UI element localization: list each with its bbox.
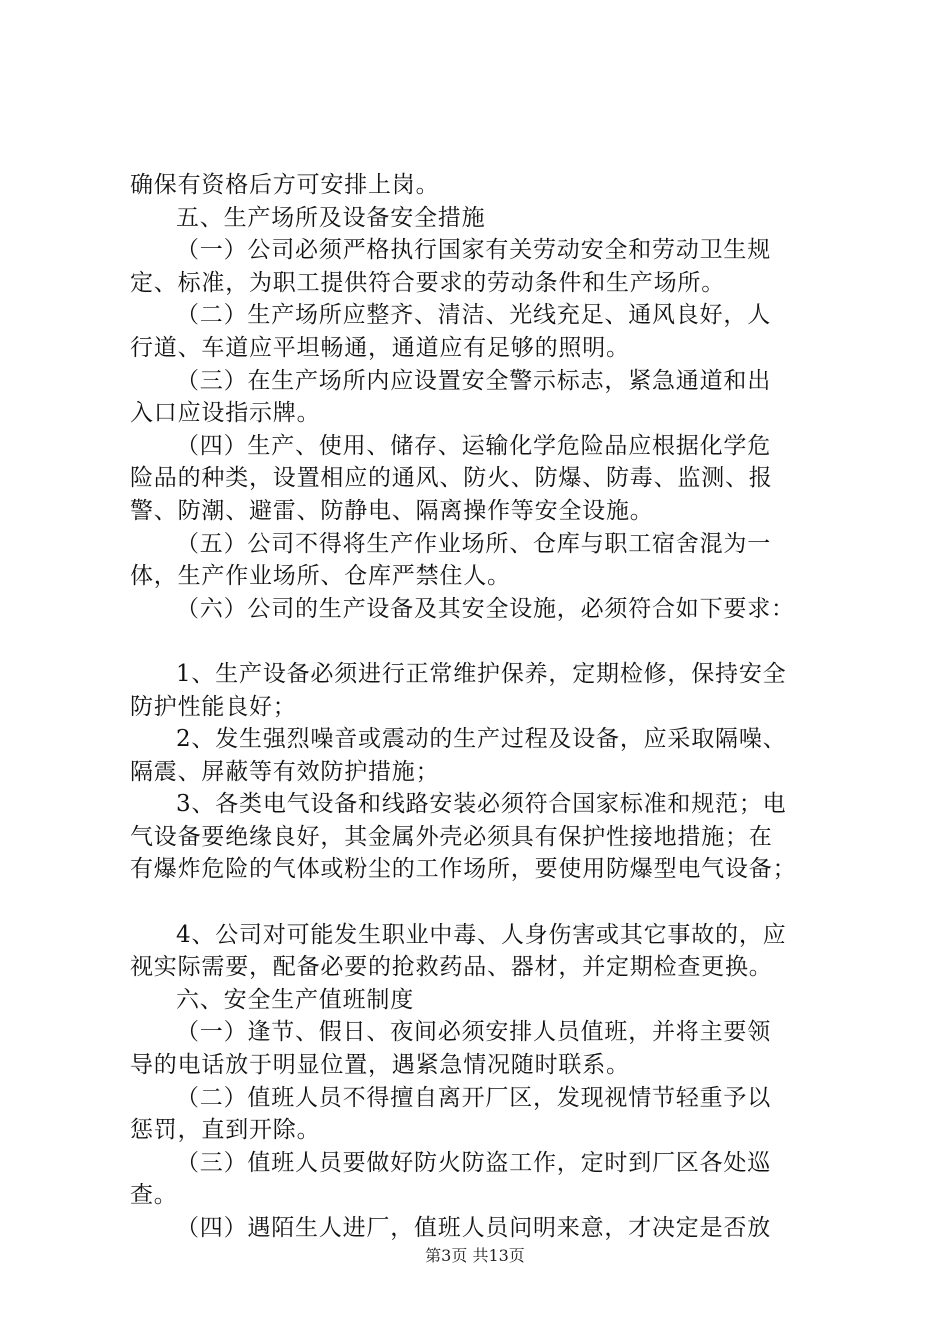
paragraph-line: （一）逢节、假日、夜间必须安排人员值班，并将主要领	[176, 1019, 771, 1046]
paragraph-line: 导的电话放于明显位置，遇紧急情况随时联系。	[130, 1052, 630, 1079]
paragraph-line: （六）公司的生产设备及其安全设施，必须符合如下要求：	[176, 595, 795, 622]
list-item-line: 气设备要绝缘良好，其金属外壳必须具有保护性接地措施；在	[130, 823, 773, 850]
document-body	[130, 169, 842, 1245]
list-item-line: 防护性能良好；	[130, 693, 297, 720]
paragraph-line: 险品的种类，设置相应的通风、防火、防爆、防毒、监测、报	[130, 465, 773, 492]
section-heading: 六、安全生产值班制度	[176, 986, 414, 1013]
paragraph-line: 惩罚，直到开除。	[130, 1117, 321, 1144]
paragraph-line: 定、标准，为职工提供符合要求的劳动条件和生产场所。	[130, 269, 725, 296]
paragraph-line: （四）遇陌生人进厂，值班人员问明来意，才决定是否放	[176, 1215, 771, 1241]
list-item-line: 4、公司对可能发生职业中毒、人身伤害或其它事故的，应	[176, 921, 787, 948]
paragraph-line: 体，生产作业场所、仓库严禁住人。	[130, 563, 511, 590]
paragraph-line: （二）生产场所应整齐、清洁、光线充足、通风良好，人	[176, 302, 771, 329]
blank-line	[130, 886, 842, 919]
list-item-line: 有爆炸危险的气体或粉尘的工作场所，要使用防爆型电气设备；	[130, 856, 797, 883]
paragraph-line: 警、防潮、避雷、防静电、隔离操作等安全设施。	[130, 497, 654, 524]
paragraph-line: 查。	[130, 1182, 178, 1209]
paragraph-line: （二）值班人员不得擅自离开厂区，发现视情节轻重予以	[176, 1084, 771, 1111]
paragraph-line: （五）公司不得将生产作业场所、仓库与职工宿舍混为一	[176, 530, 771, 557]
list-item-line: 2、发生强烈噪音或震动的生产过程及设备，应采取隔噪、	[176, 726, 787, 753]
paragraph-line: （三）在生产场所内应设置安全警示标志，紧急通道和出	[176, 367, 771, 394]
list-item-line: 1、生产设备必须进行正常维护保养，定期检修，保持安全	[176, 660, 787, 687]
list-item-line: 隔震、屏蔽等有效防护措施；	[130, 758, 440, 785]
paragraph-line: （四）生产、使用、储存、运输化学危险品应根据化学危	[176, 432, 771, 459]
paragraph-line: 行道、车道应平坦畅通，通道应有足够的照明。	[130, 334, 630, 361]
blank-line	[130, 625, 842, 658]
paragraph-line: 确保有资格后方可安排上岗。	[130, 172, 440, 198]
page-number-footer: 第3页 共13页	[425, 1246, 525, 1265]
paragraph-line: 入口应设指示牌。	[130, 400, 321, 427]
list-item-line: 视实际需要，配备必要的抢救药品、器材，并定期检查更换。	[130, 954, 773, 981]
paragraph-line: （三）值班人员要做好防火防盗工作，定时到厂区各处巡	[176, 1149, 771, 1176]
list-item-line: 3、各类电气设备和线路安装必须符合国家标准和规范；电	[176, 791, 787, 818]
paragraph-line: （一）公司必须严格执行国家有关劳动安全和劳动卫生规	[176, 237, 771, 264]
section-heading: 五、生产场所及设备安全措施	[176, 204, 486, 231]
